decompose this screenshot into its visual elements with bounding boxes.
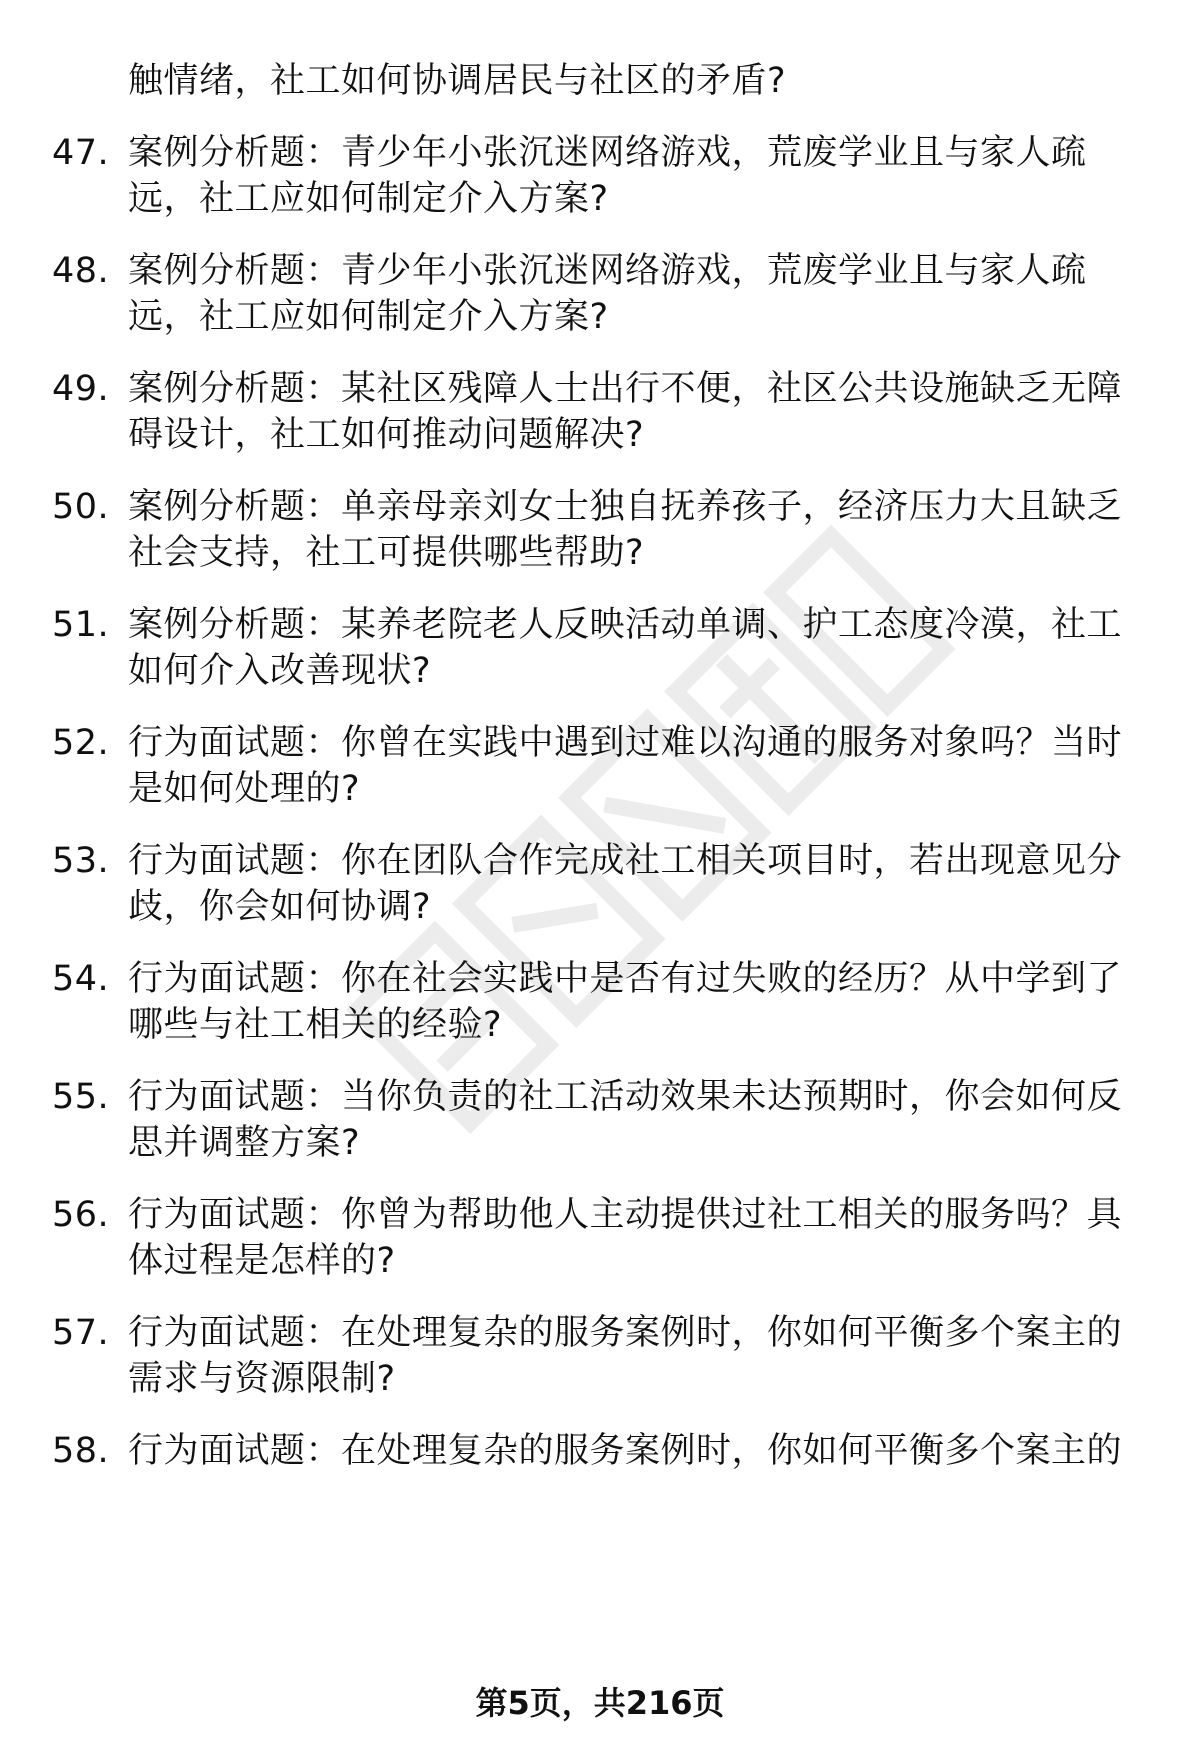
page-footer: 第5页，共216页 [475,1684,725,1722]
question-text: 案例分析题：单亲母亲刘女士独自抚养孩子，经济压力大且缺乏社会支持，社工可提供哪些帮助? [128,487,1123,573]
question-text: 行为面试题：你在社会实践中是否有过失败的经历？从中学到了哪些与社工相关的经验? [128,959,1123,1045]
question-number: 54. [52,959,110,999]
question-number: 57. [52,1313,110,1353]
question-number: 53. [52,841,110,881]
question-number: 55. [52,1077,110,1117]
question-number: 47. [52,133,110,173]
question-number: 51. [52,605,110,645]
question-number: 48. [52,251,110,291]
question-text: 行为面试题：你在团队合作完成社工相关项目时，若出现意见分歧，你会如何协调? [128,841,1123,927]
question-number: 49. [52,369,110,409]
question-text: 行为面试题：在处理复杂的服务案例时，你如何平衡多个案主的 [128,1431,1123,1471]
question-text: 案例分析题：青少年小张沉迷网络游戏，荒废学业且与家人疏远，社工应如何制定介入方案? [128,251,1087,337]
question-text: 行为面试题：你曾为帮助他人主动提供过社工相关的服务吗？具体过程是怎样的? [128,1195,1123,1281]
question-text: 行为面试题：当你负责的社工活动效果未达预期时，你会如何反思并调整方案? [128,1077,1123,1163]
question-number: 52. [52,723,110,763]
question-text: 案例分析题：某社区残障人士出行不便，社区公共设施缺乏无障碍设计，社工如何推动问题解决? [128,369,1123,455]
question-46-continuation: 触情绪，社工如何协调居民与社区的矛盾? [128,61,787,101]
question-number: 56. [52,1195,110,1235]
question-number: 50. [52,487,110,527]
question-text: 行为面试题：你曾在实践中遇到过难以沟通的服务对象吗？当时是如何处理的? [128,723,1123,809]
question-text: 行为面试题：在处理复杂的服务案例时，你如何平衡多个案主的需求与资源限制? [128,1313,1123,1399]
question-text: 案例分析题：某养老院老人反映活动单调、护工态度冷漠，社工如何介入改善现状? [128,605,1123,691]
question-number: 58. [52,1431,110,1471]
question-text: 案例分析题：青少年小张沉迷网络游戏，荒废学业且与家人疏远，社工应如何制定介入方案? [128,133,1087,219]
